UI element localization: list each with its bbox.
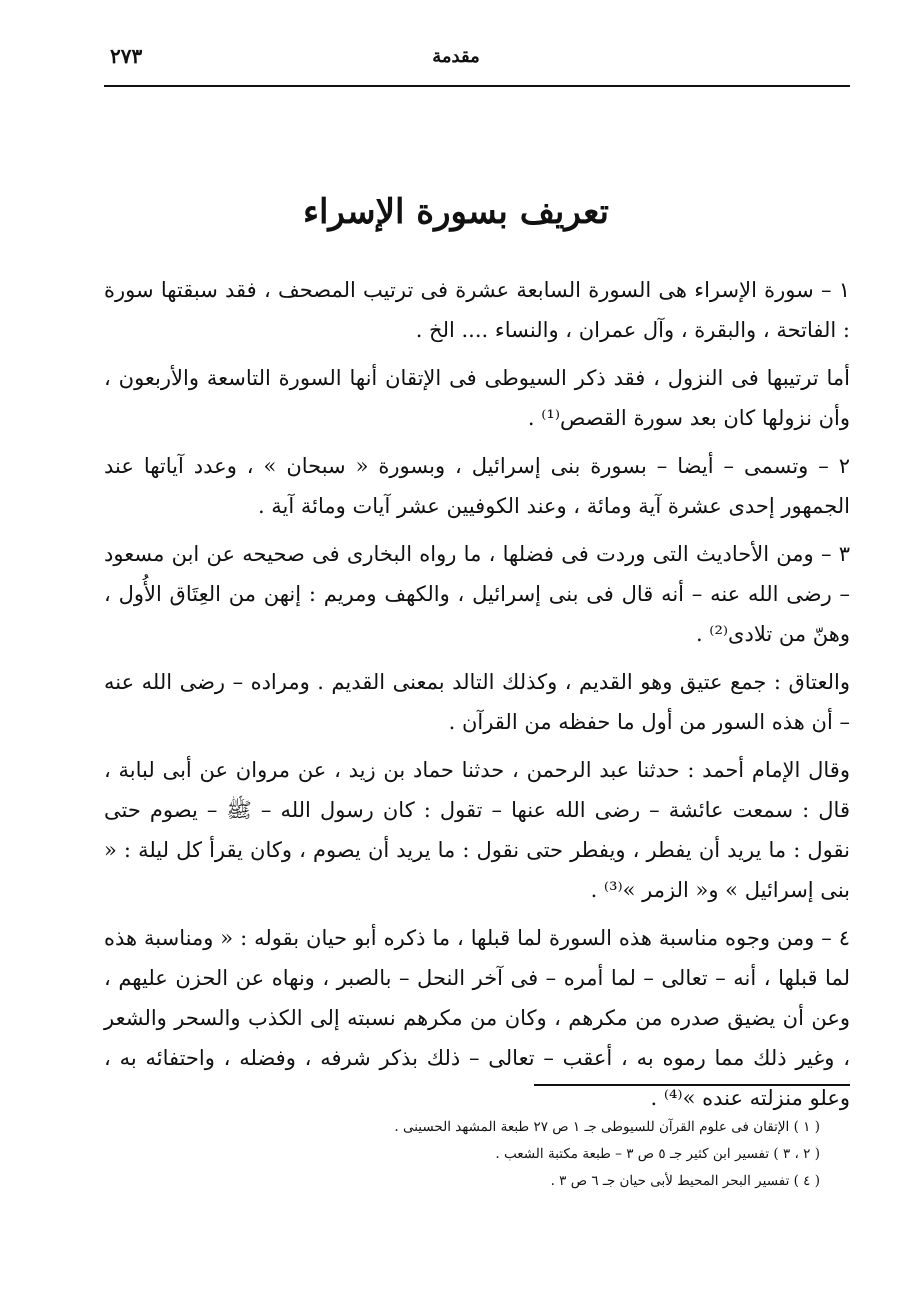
chapter-heading: تعريف بسورة الإسراء [302,192,610,232]
paragraph-3: ٢ – وتسمى – أيضا – بسورة بنى إسرائيل ، وبسورة « سبحان » ، وعدد آياتها عند الجمهور إحدى عشرة آية ومائة ، وعند الكوفيين عشر آيات ومائة آية . [104,454,850,518]
header-divider [104,85,850,87]
paragraph-5: والعتاق : جمع عتيق وهو القديم ، وكذلك التالد بمعنى القديم . ومراده – رضى الله عنه – أن هذه السور من أول ما حفظه من القرآن . [104,670,850,734]
page-number: ٢٧٣ [110,44,143,68]
paragraph-7: ٤ – ومن وجوه مناسبة هذه السورة لما قبلها ، ما ذكره أبو حيان بقوله : « ومناسبة هذه لما قبلها ، أنه – تعالى – لما أمره – فى آخر النحل – بالصبر ، ونهاه عن الحزن عليهم ، وعن أن يضيق صدره من مكرهم ، وكان من مكرهم نسبته إلى الكذب والسحر والشعر ، وغير ذلك مما رموه به ، أعقب – تعالى – ذلك بذكر شرفه ، وفضله ، واحتفائه به ، وعلو منزلته عنده »⁽⁴⁾ . [104,926,850,1110]
body-text [104,270,850,1126]
footnotes [300,1114,820,1195]
paragraph-2: أما ترتيبها فى النزول ، فقد ذكر السيوطى فى الإتقان أنها السورة التاسعة والأربعون ، وأن نزولها كان بعد سورة القصص⁽¹⁾ . [104,366,850,430]
footnote-3: ( ٤ ) تفسير البحر المحيط لأبى حيان جـ ٦ ص ٣ . [550,1173,820,1189]
running-header-title: مقدمة [432,46,480,67]
footnote-1: ( ١ ) الإتقان فى علوم القرآن للسيوطى جـ ١ ص ٢٧ طبعة المشهد الحسينى . [394,1119,820,1135]
paragraph-6: وقال الإمام أحمد : حدثنا عبد الرحمن ، حدثنا حماد بن زيد ، عن مروان عن أبى لبابة ، قال : سمعت عائشة – رضى الله عنها – تقول : كان رسول الله – ﷺ – يصوم حتى نقول : ما يريد أن يفطر ، ويفطر حتى نقول : ما يريد أن يصوم ، وكان يقرأ كل ليلة : « بنى إسرائيل » و« الزمر »⁽³⁾ . [104,758,850,902]
paragraph-1: ١ – سورة الإسراء هى السورة السابعة عشرة فى ترتيب المصحف ، فقد سبقتها سورة : الفاتحة ، والبقرة ، وآل عمران ، والنساء .... الخ . [104,278,850,342]
footnote-2: ( ٢ ، ٣ ) تفسير ابن كثير جـ ٥ ص ٣ – طبعة مكتبة الشعب . [495,1146,820,1162]
paragraph-4: ٣ – ومن الأحاديث التى وردت فى فضلها ، ما رواه البخارى فى صحيحه عن ابن مسعود – رضى الله عنه – أنه قال فى بنى إسرائيل ، والكهف ومريم : إنهن من العِتَاق الأُول ، وهنّ من تلادى⁽²⁾ . [104,542,850,646]
footnote-divider [534,1084,850,1086]
